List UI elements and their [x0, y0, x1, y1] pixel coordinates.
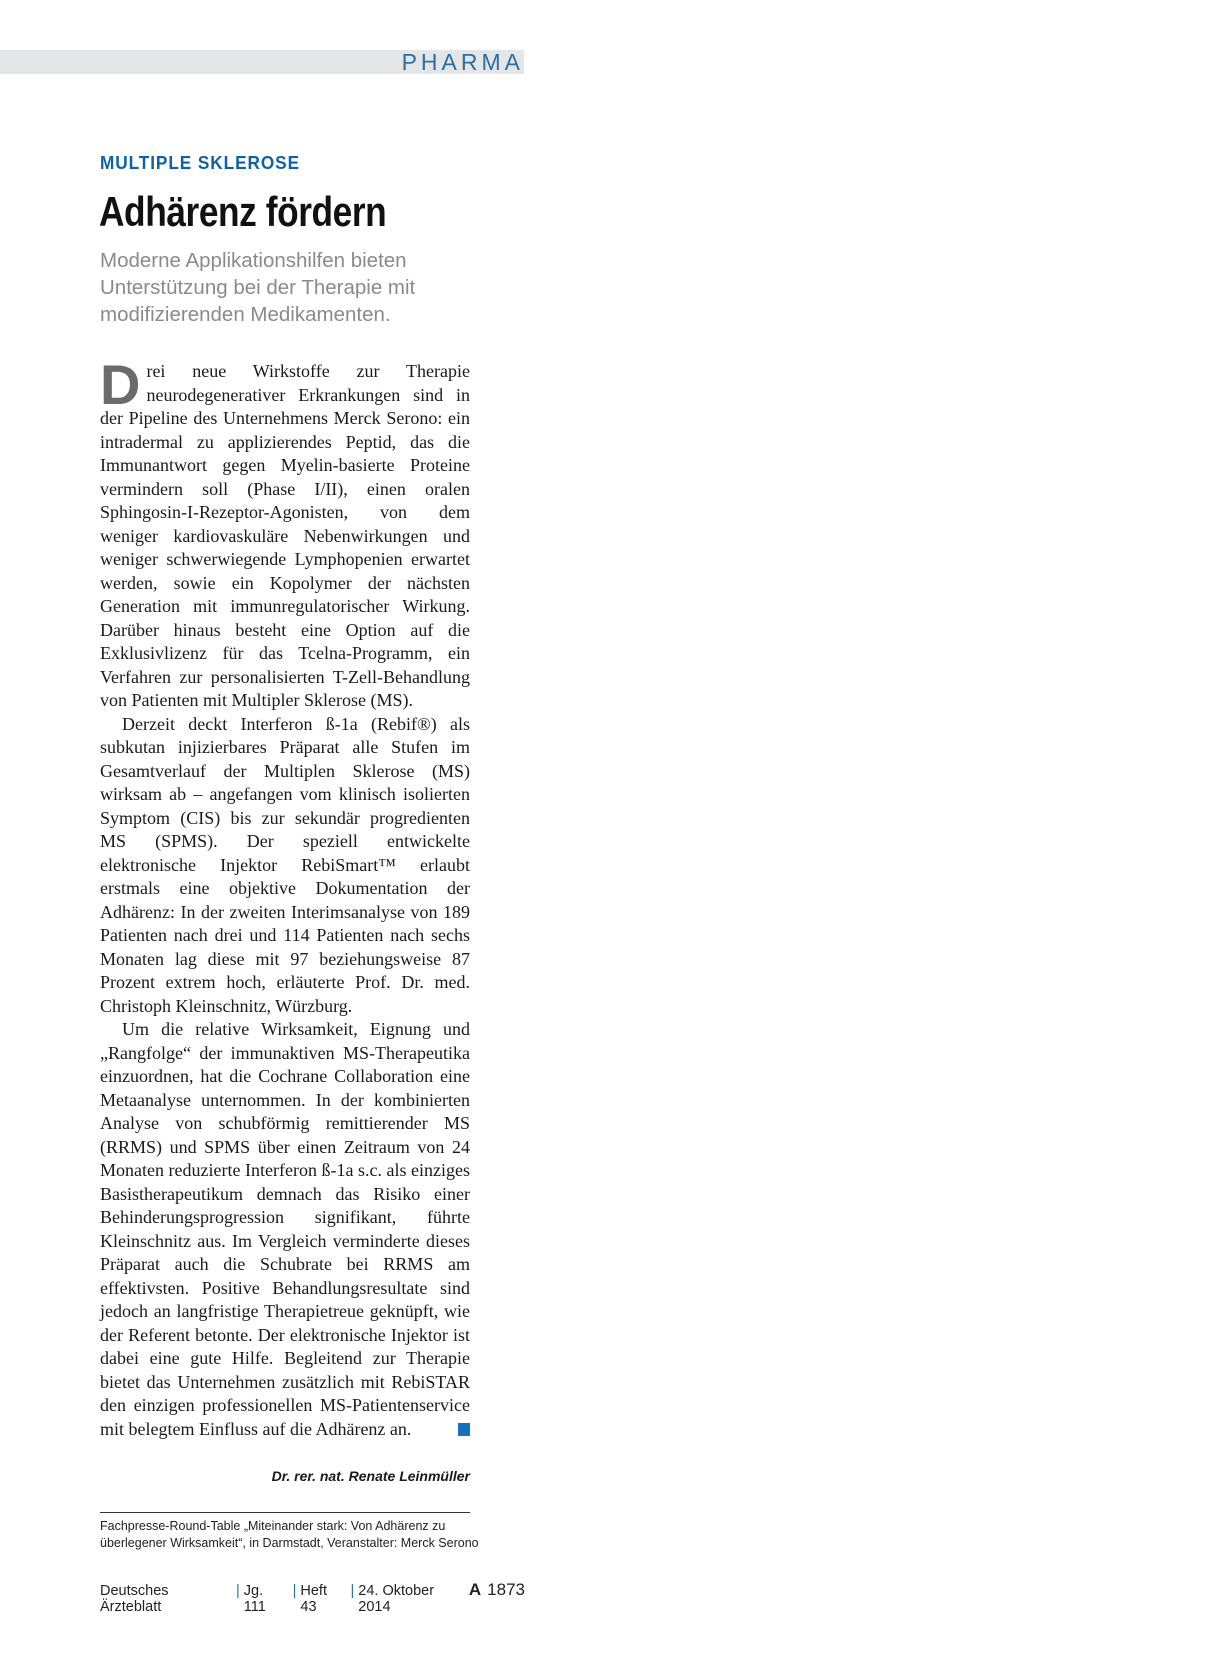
drop-cap: D	[100, 353, 141, 416]
paragraph-1	[100, 353, 470, 713]
footer-issue: Heft 43	[300, 1583, 327, 1615]
footnote-divider	[100, 1512, 470, 1513]
article-body	[100, 353, 470, 1441]
paragraph-1-text: rei neue Wirkstoffe zur Therapie neurodegenerativer Erkrankungen sind in der Pipeline des Unternehmens Merck Serono: ein intradermal zu applizierendes Peptid, das die Immunantwort gegen Myelin-basierte Proteine vermindern soll (Phase I/II), einen oralen Sphingosin-I-Rezeptor-Agonisten, von dem weniger kardiovaskuläre Nebenwirkungen und weniger schwerwiegende Lymphopenien erwartet werden, sowie ein Kopolymer der nächsten Generation mit immunregulatorischer Wirkung. Darüber hinaus besteht eine Option auf die Exklusivlizenz für das Tcelna-Programm, ein Verfahren zur personalisierten T-Zell-Behandlung von Patienten mit Multipler Sklerose (MS).	[100, 361, 470, 710]
article-subhead: Moderne Applikationshilfen bieten Unterstützung bei der Therapie mit modifizierenden Medikamenten.	[100, 249, 416, 326]
paragraph-3-text: Um die relative Wirksamkeit, Eignung und „Rangfolge“ der immunaktiven MS-Therapeutika einzuordnen, hat die Cochrane Collaboration eine Metaanalyse unternommen. In der kombinierten Analyse von schubförmig remittierender MS (RRMS) und SPMS über einen Zeitraum von 24 Monaten reduzierte Interferon ß-1a s.c. als einziges Basistherapeutikum demnach das Risiko einer Behinderungsprogression signifikant, führte Kleinschnitz aus. Im Vergleich verminderte dieses Präparat auch die Schubrate bei RRMS am effektivsten. Positive Behandlungsresultate sind jedoch an langfristige Therapietreue geknüpft, wie der Referent betonte. Der elektronische Injektor ist dabei eine gute Hilfe. Begleitend zur Therapie bietet das Unternehmen zusätzlich mit RebiSTAR den einzigen professionellen MS-Patientenservice mit belegtem Einfluss auf die Adhärenz an.	[100, 1019, 470, 1439]
section-tag: PHARMA	[401, 49, 524, 75]
footer-volume: Jg. 111	[243, 1583, 266, 1615]
footer-separator: |	[236, 1583, 240, 1599]
end-mark-icon	[458, 1423, 470, 1436]
article-headline: Adhärenz fördern	[99, 188, 387, 235]
paragraph-3	[100, 1018, 470, 1441]
article-kicker: MULTIPLE SKLEROSE	[100, 152, 300, 173]
footnote: Fachpresse-Round-Table „Miteinander stark: Von Adhärenz zu überlegener Wirksamkeit“, in Darmstadt, Veranstalter: Merck Serono	[100, 1519, 479, 1550]
page-prefix: A	[468, 1580, 482, 1599]
footer-separator: |	[350, 1583, 355, 1599]
footer-date: 24. Oktober 2014	[358, 1583, 435, 1615]
footer-journal: Deutsches Ärzteblatt	[100, 1583, 169, 1615]
page-footer	[100, 1580, 525, 1615]
paragraph-2: Derzeit deckt Interferon ß-1a (Rebif®) als subkutan injizierbares Präparat alle Stufen im Gesamtverlauf der Multiplen Sklerose (MS) wirksam ab – angefangen vom klinisch isolierten Symptom (CIS) bis zur sekundär progredienten MS (SPMS). Der speziell entwickelte elektronische Injektor RebiSmart™ erlaubt erstmals eine objektive Dokumentation der Adhärenz: In der zweiten Interimsanalyse von 189 Patienten nach drei und 114 Patienten nach sechs Monaten lag diese mit 97 beziehungsweise 87 Prozent extrem hoch, erläuterte Prof. Dr. med. Christoph Kleinschnitz, Würzburg.	[100, 713, 470, 1016]
footer-separator: |	[292, 1583, 297, 1599]
page-number	[469, 1580, 525, 1600]
author-byline: Dr. rer. nat. Renate Leinmüller	[271, 1468, 470, 1484]
page-number-value: 1873	[487, 1580, 525, 1599]
